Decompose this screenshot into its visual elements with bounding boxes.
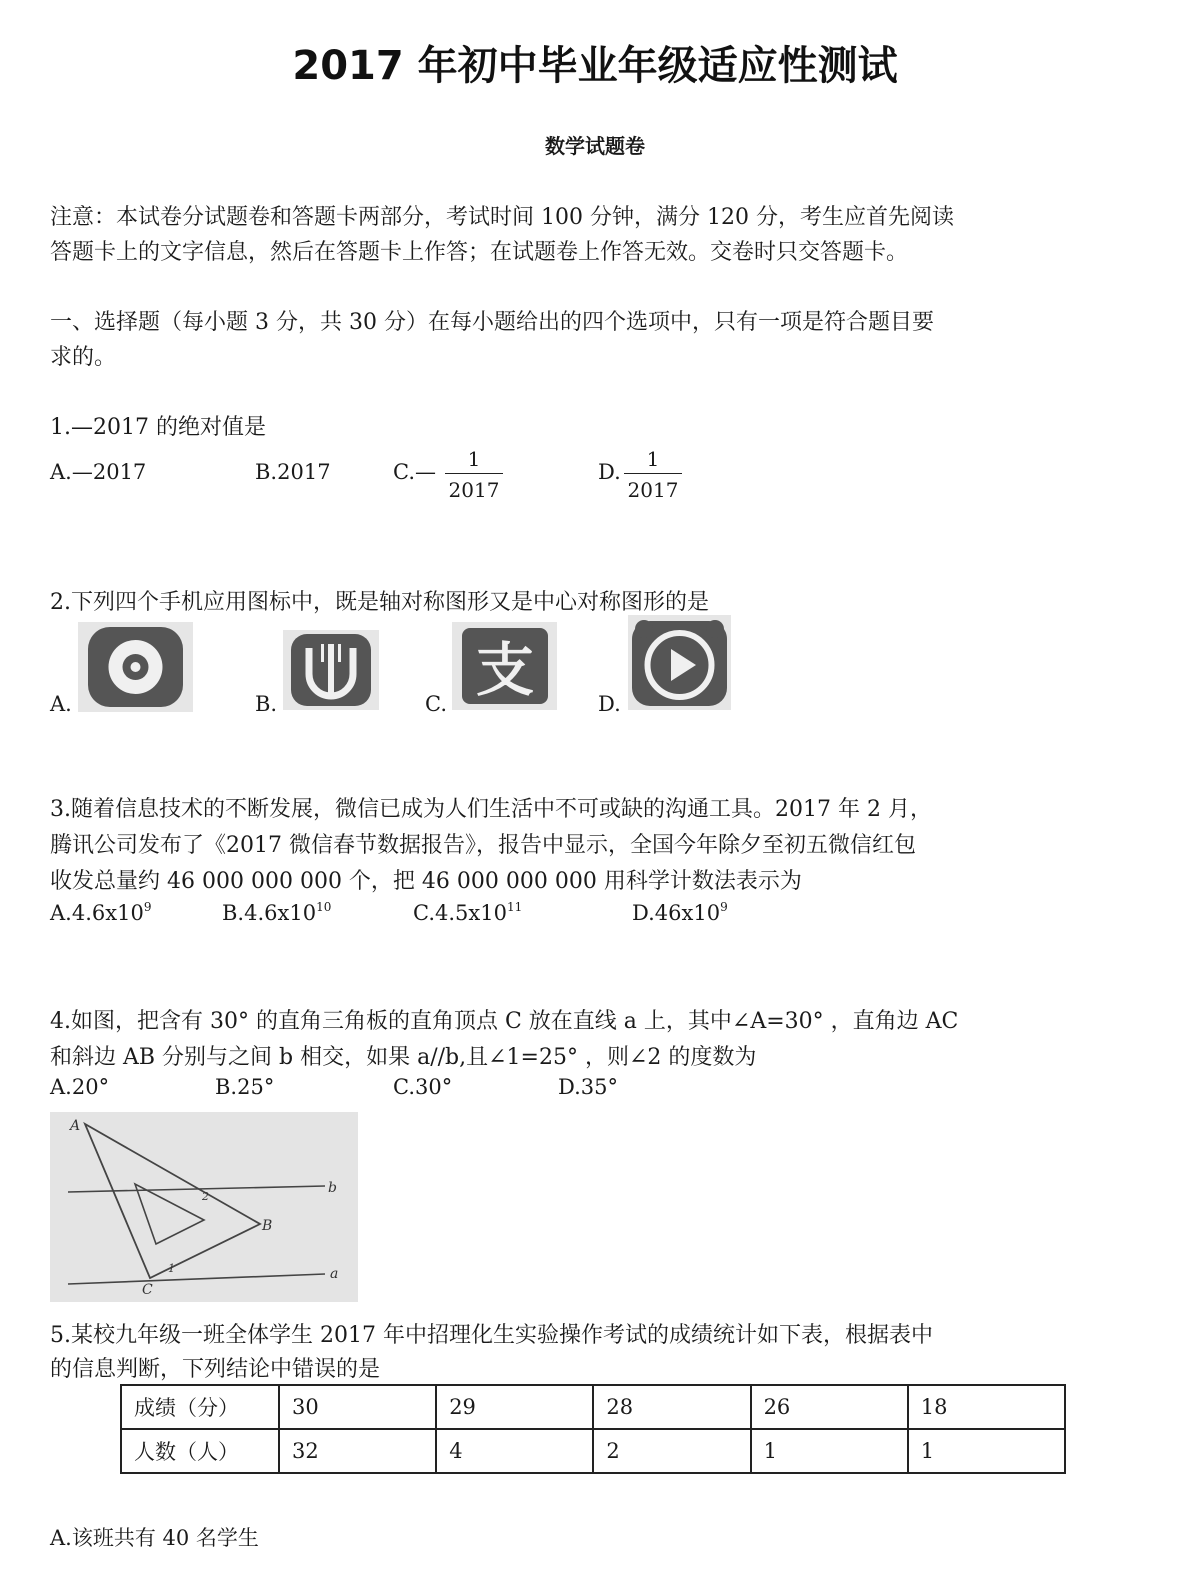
q5-option-a: A.该班共有 40 名学生 (50, 1526, 259, 1550)
video-app-icon (628, 615, 731, 710)
q3-line-3: 收发总量约 46 000 000 000 个，把 46 000 000 000 用科学计数法表示为 (50, 869, 802, 894)
q5-line-1: 5.某校九年级一班全体学生 2017 年中招理化生实验操作考试的成绩统计如下表，根据表中 (50, 1323, 933, 1348)
q2-option-c-label: C. (425, 692, 447, 716)
q4-option-c: C.30° (393, 1075, 453, 1099)
notice-line-2: 答题卡上的文字信息，然后在答题卡上作答；在试题卷上作答无效。交卷时只交答题卡。 (50, 240, 909, 265)
q4-option-a: A.20° (50, 1075, 110, 1099)
target-app-icon (78, 622, 193, 712)
table-cell: 1 (908, 1429, 1065, 1473)
q1-c-denominator: 2017 (448, 478, 500, 502)
q3-option-b (222, 900, 331, 925)
q1-c-numerator: 1 (445, 447, 503, 474)
q3-option-d (632, 900, 728, 925)
q3-line-2: 腾讯公司发布了《2017 微信春节数据报告》，报告中显示，全国今年除夕至初五微信红包 (50, 833, 916, 858)
label-B: B (262, 1218, 273, 1234)
table-cell: 4 (436, 1429, 593, 1473)
q1-d-denominator: 2017 (627, 478, 679, 502)
q1-option-c-fraction (445, 447, 503, 502)
q1-d-numerator: 1 (624, 447, 682, 474)
label-angle-2: 2 (202, 1190, 209, 1203)
q4-option-d: D.35° (558, 1075, 618, 1099)
table-cell: 2 (593, 1429, 750, 1473)
q3-a-exponent: 9 (143, 900, 152, 914)
q3-option-c (413, 900, 522, 925)
page-title: 2017 年初中毕业年级适应性测试 (292, 43, 898, 89)
page-subtitle: 数学试题卷 (545, 134, 645, 158)
q4-triangle-figure (50, 1112, 358, 1302)
table-cell: 1 (751, 1429, 908, 1473)
fork-app-icon (283, 630, 379, 710)
q3-option-a (50, 900, 151, 925)
q3-b-exponent: 10 (316, 900, 332, 914)
q3-c-base: C.4.5x10 (413, 901, 507, 925)
label-a: a (330, 1266, 339, 1282)
alipay-glyph: 支 (475, 636, 535, 704)
q1-option-d-fraction (624, 447, 682, 502)
notice-line-1: 注意：本试卷分试题卷和答题卡两部分，考试时间 100 分钟，满分 120 分，考生应首先阅读 (50, 205, 954, 230)
table-row-header: 人数（人） (121, 1429, 279, 1473)
q4-line-1: 4.如图，把含有 30° 的直角三角板的直角顶点 C 放在直线 a 上，其中∠A=30° ，直角边 AC (50, 1009, 959, 1034)
label-angle-1: 1 (168, 1262, 175, 1275)
q3-d-exponent: 9 (720, 900, 728, 914)
section1-line-2: 求的。 (50, 345, 117, 370)
table-row (121, 1385, 1065, 1429)
q1-option-a: A.—2017 (50, 460, 147, 484)
q4-line-2: 和斜边 AB 分别与之间 b 相交，如果 a//b,且∠1=25° ，则∠2 的度数为 (50, 1045, 757, 1070)
q3-d-base: D.46x10 (632, 901, 721, 925)
q5-line-2: 的信息判断，下列结论中错误的是 (50, 1357, 381, 1382)
label-A: A (70, 1118, 81, 1134)
table-cell: 29 (436, 1385, 593, 1429)
table-cell: 18 (908, 1385, 1065, 1429)
section1-line-1: 一、选择题（每小题 3 分，共 30 分）在每小题给出的四个选项中，只有一项是符合题目要 (50, 310, 934, 335)
q2-option-b-label: B. (255, 692, 278, 716)
q1-option-b: B.2017 (255, 460, 331, 484)
q3-c-exponent: 11 (506, 900, 523, 914)
table-row-header: 成绩（分） (121, 1385, 279, 1429)
alipay-app-icon (452, 622, 557, 710)
q3-a-base: A.4.6x10 (50, 901, 144, 925)
q2-option-a-label: A. (50, 692, 72, 716)
table-cell: 30 (279, 1385, 436, 1429)
score-table (120, 1384, 1066, 1474)
q2-option-d-label: D. (598, 692, 621, 716)
table-cell: 28 (593, 1385, 750, 1429)
q2-stem: 2.下列四个手机应用图标中，既是轴对称图形又是中心对称图形的是 (50, 590, 709, 615)
label-b: b (328, 1180, 337, 1196)
q1-stem: 1.—2017 的绝对值是 (50, 415, 266, 440)
table-row (121, 1429, 1065, 1473)
q3-line-1: 3.随着信息技术的不断发展，微信已成为人们生活中不可或缺的沟通工具。2017 年 2 月， (50, 797, 932, 822)
figure-background (50, 1112, 358, 1302)
q4-option-b: B.25° (215, 1075, 275, 1099)
q1-option-d-prefix: D. (598, 460, 621, 484)
table-cell: 26 (751, 1385, 908, 1429)
q1-option-c-prefix: C.— (393, 460, 436, 484)
table-cell: 32 (279, 1429, 436, 1473)
label-C: C (142, 1282, 153, 1298)
q3-b-base: B.4.6x10 (222, 901, 317, 925)
